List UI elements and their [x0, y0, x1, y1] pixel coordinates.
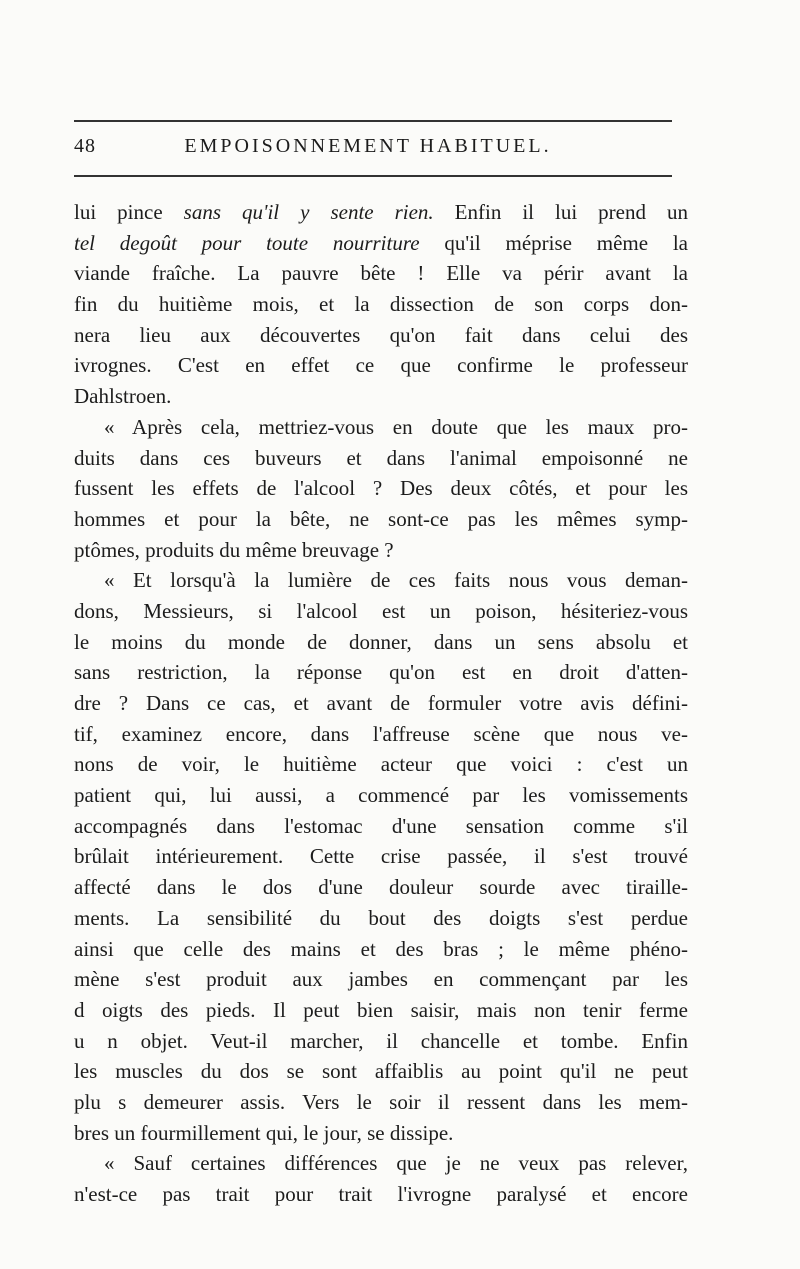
text-line: [74, 320, 688, 351]
text-line: [74, 1056, 688, 1087]
text-segment: ainsi que celle des mains et des bras ; le même phéno-: [74, 936, 688, 961]
text-line: [74, 1087, 688, 1118]
text-segment: le moins du monde de donner, dans un sens absolu et: [74, 629, 688, 654]
text-line: [74, 381, 688, 412]
text-line: [74, 841, 688, 872]
text-line: [74, 719, 688, 750]
header-top-rule: [74, 120, 672, 122]
text-segment: viande fraîche. La pauvre bête ! Elle va périr avant la: [74, 261, 688, 286]
text-segment: affecté dans le dos d'une douleur sourde avec tiraille-: [74, 875, 688, 900]
text-line: [74, 535, 688, 566]
text-line: [74, 443, 688, 474]
text-line: [74, 934, 688, 965]
text-segment: lui pince: [74, 200, 184, 224]
page-header: [74, 135, 672, 158]
text-segment: nera lieu aux découvertes qu'on fait dans celui des: [74, 322, 688, 347]
text-segment: fussent les effets de l'alcool ? Des deux côtés, et pour les: [74, 476, 688, 501]
text-segment: nons de voir, le huitième acteur que voici : c'est un: [74, 752, 688, 777]
text-segment: patient qui, lui aussi, a commencé par les vomissements: [74, 783, 688, 808]
text-line: [74, 811, 688, 842]
text-line: [74, 903, 688, 934]
text-line: [74, 1026, 688, 1057]
text-segment: accompagnés dans l'estomac d'une sensation comme s'il: [74, 813, 688, 838]
text-segment: brûlait intérieurement. Cette crise passée, il s'est trouvé: [74, 844, 688, 869]
text-line: [74, 780, 688, 811]
text-line: [74, 289, 688, 320]
text-segment: dre ? Dans ce cas, et avant de formuler votre avis défini-: [74, 691, 688, 715]
text-line: [74, 995, 688, 1026]
text-segment: n'est-ce pas trait pour trait l'ivrogne paralysé et encore: [74, 1182, 688, 1206]
text-line: [74, 473, 688, 504]
text-line: [74, 258, 688, 289]
text-segment: mène s'est produit aux jambes en commençant par les: [74, 967, 688, 992]
text-line: [74, 1148, 688, 1179]
text-line: [74, 504, 688, 535]
text-segment: u n objet. Veut-il marcher, il chancelle et tombe. Enfin: [74, 1028, 688, 1053]
text-segment: bres un fourmillement qui, le jour, se dissipe.: [74, 1120, 454, 1145]
text-line: [74, 412, 688, 443]
text-segment: « Et lorsqu'à la lumière de ces faits nous vous deman-: [104, 568, 688, 593]
text-line: [74, 596, 688, 627]
italic-text-segment: sans qu'il y sente rien.: [183, 200, 434, 224]
text-line: [74, 872, 688, 903]
text-line: [74, 1118, 688, 1149]
text-segment: qu'il méprise même la: [419, 230, 688, 255]
page-number: 48: [74, 135, 96, 157]
text-line: [74, 197, 688, 228]
text-line: [74, 565, 688, 596]
text-segment: « Après cela, mettriez-vous en doute que les maux pro-: [104, 414, 688, 439]
text-line: [74, 627, 688, 658]
running-title: EMPOISONNEMENT HABITUEL.: [184, 135, 552, 157]
text-segment: ivrognes. C'est en effet ce que confirme le professeur: [74, 353, 688, 378]
text-segment: ments. La sensibilité du bout des doigts s'est perdue: [74, 905, 688, 930]
header-bottom-rule: [74, 175, 672, 177]
text-segment: fin du huitième mois, et la dissection de son corps don-: [74, 292, 688, 317]
text-segment: plu s demeurer assis. Vers le soir il ressent dans les mem-: [74, 1089, 688, 1114]
text-segment: Enfin il lui prend un: [433, 200, 688, 224]
text-segment: « Sauf certaines différences que je ne veux pas relever,: [104, 1151, 688, 1176]
text-line: [74, 228, 688, 259]
italic-text-segment: tel degoût pour toute nourriture: [74, 230, 420, 255]
body-text: [74, 197, 688, 1210]
text-segment: sans restriction, la réponse qu'on est en droit d'atten-: [74, 660, 688, 685]
text-segment: dons, Messieurs, si l'alcool est un poison, hésiteriez-vous: [74, 598, 688, 623]
text-line: [74, 964, 688, 995]
text-segment: les muscles du dos se sont affaiblis au point qu'il ne peut: [74, 1059, 688, 1084]
text-line: [74, 350, 688, 381]
text-segment: Dahlstroen.: [74, 384, 172, 409]
text-line: [74, 1179, 688, 1210]
text-segment: duits dans ces buveurs et dans l'animal empoisonné ne: [74, 445, 688, 470]
text-line: [74, 657, 688, 688]
text-line: [74, 688, 688, 719]
text-segment: hommes et pour la bête, ne sont-ce pas les mêmes symp-: [74, 506, 688, 531]
text-segment: tif, examinez encore, dans l'affreuse scène que nous ve-: [74, 721, 688, 746]
text-segment: d oigts des pieds. Il peut bien saisir, mais non tenir ferme: [74, 997, 688, 1022]
text-segment: ptômes, produits du même breuvage ?: [74, 537, 394, 562]
text-line: [74, 749, 688, 780]
